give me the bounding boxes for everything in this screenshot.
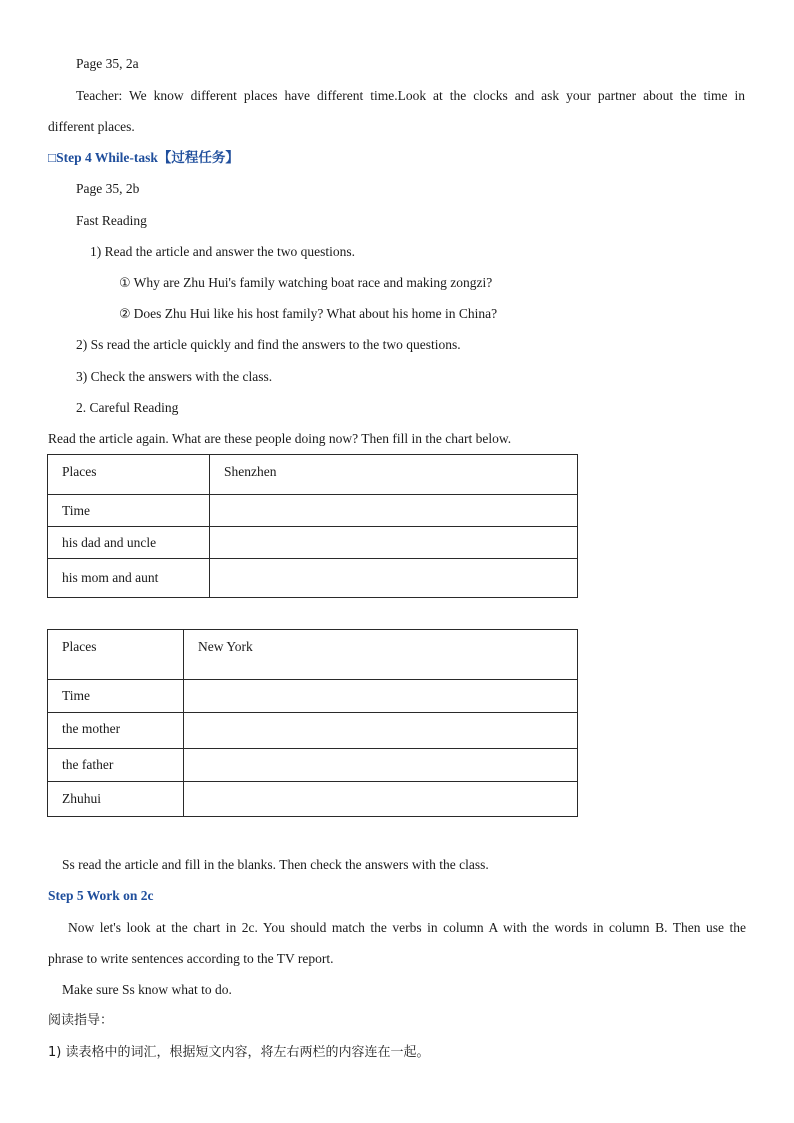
table-cell-label: Time <box>48 495 210 527</box>
table-cell-blank[interactable] <box>184 680 578 713</box>
step5-line-2: phrase to write sentences according to the TV report. <box>48 951 334 966</box>
table-cell-label: Time <box>48 680 184 713</box>
table-header-cell: Shenzhen <box>210 455 578 495</box>
fast-reading-item-2: 2) Ss read the article quickly and find the answers to the two questions. <box>76 337 461 352</box>
table-header-row <box>48 455 578 495</box>
shenzhen-table <box>47 454 578 598</box>
table-cell-label: the father <box>48 749 184 782</box>
table-row <box>48 527 578 559</box>
table-row <box>48 782 578 817</box>
chart-instruction: Read the article again. What are these people doing now? Then fill in the chart below. <box>48 431 512 446</box>
table-cell-blank[interactable] <box>184 749 578 782</box>
reading-guide-item-1: 1) 读表格中的词汇，根据短文内容，将左右两栏的内容连在一起。 <box>48 1045 430 1060</box>
table-cell-label: his dad and uncle <box>48 527 210 559</box>
new-york-table <box>47 629 578 817</box>
page-ref-2a: Page 35, 2a <box>76 56 139 71</box>
table-row <box>48 749 578 782</box>
page-ref-2b: Page 35, 2b <box>76 181 140 196</box>
table-cell-label: the mother <box>48 713 184 749</box>
question-1-text: Why are Zhu Hui's family watching boat race and making zongzi? <box>133 275 493 290</box>
step4-heading <box>48 149 239 167</box>
table-header-cell: New York <box>184 630 578 680</box>
table-header-row <box>48 630 578 680</box>
step5-line-3: Make sure Ss know what to do. <box>62 982 232 997</box>
table-row <box>48 680 578 713</box>
checkbox-marker-icon: □ <box>48 150 57 165</box>
question-1 <box>119 274 492 293</box>
table-cell-label: his mom and aunt <box>48 559 210 598</box>
table-row <box>48 713 578 749</box>
table-cell-label: Zhuhui <box>48 782 184 817</box>
table-cell-blank[interactable] <box>210 559 578 598</box>
circled-one-icon: ① <box>119 276 131 291</box>
fast-reading-item-1: 1) Read the article and answer the two questions. <box>90 244 356 259</box>
table-cell-blank[interactable] <box>210 527 578 559</box>
table-header-cell: Places <box>48 630 184 680</box>
table-cell-blank[interactable] <box>210 495 578 527</box>
table-header-cell: Places <box>48 455 210 495</box>
teacher-line-1: Teacher: We know different places have different time.Look at the clocks and ask your partner about the time in <box>76 88 745 103</box>
teacher-line-2: different places. <box>48 119 135 134</box>
reading-guide-title: 阅读指导： <box>48 1013 114 1028</box>
question-2-text: Does Zhu Hui like his host family? What about his home in China? <box>133 306 498 321</box>
fast-reading-item-3: 3) Check the answers with the class. <box>76 369 273 384</box>
table-cell-blank[interactable] <box>184 713 578 749</box>
step5-line-1: Now let's look at the chart in 2c. You should match the verbs in column A with the words in column B. Then use the <box>68 920 746 935</box>
circled-two-icon: ② <box>119 307 131 322</box>
careful-reading-label: 2. Careful Reading <box>76 400 179 415</box>
table-row <box>48 495 578 527</box>
step5-heading: Step 5 Work on 2c <box>48 888 154 903</box>
table-row <box>48 559 578 598</box>
table-cell-blank[interactable] <box>184 782 578 817</box>
question-2 <box>119 305 497 324</box>
after-tables-line: Ss read the article and fill in the blanks. Then check the answers with the class. <box>62 857 489 872</box>
fast-reading-label: Fast Reading <box>76 213 147 228</box>
step4-title: Step 4 While-task【过程任务】 <box>56 150 239 165</box>
